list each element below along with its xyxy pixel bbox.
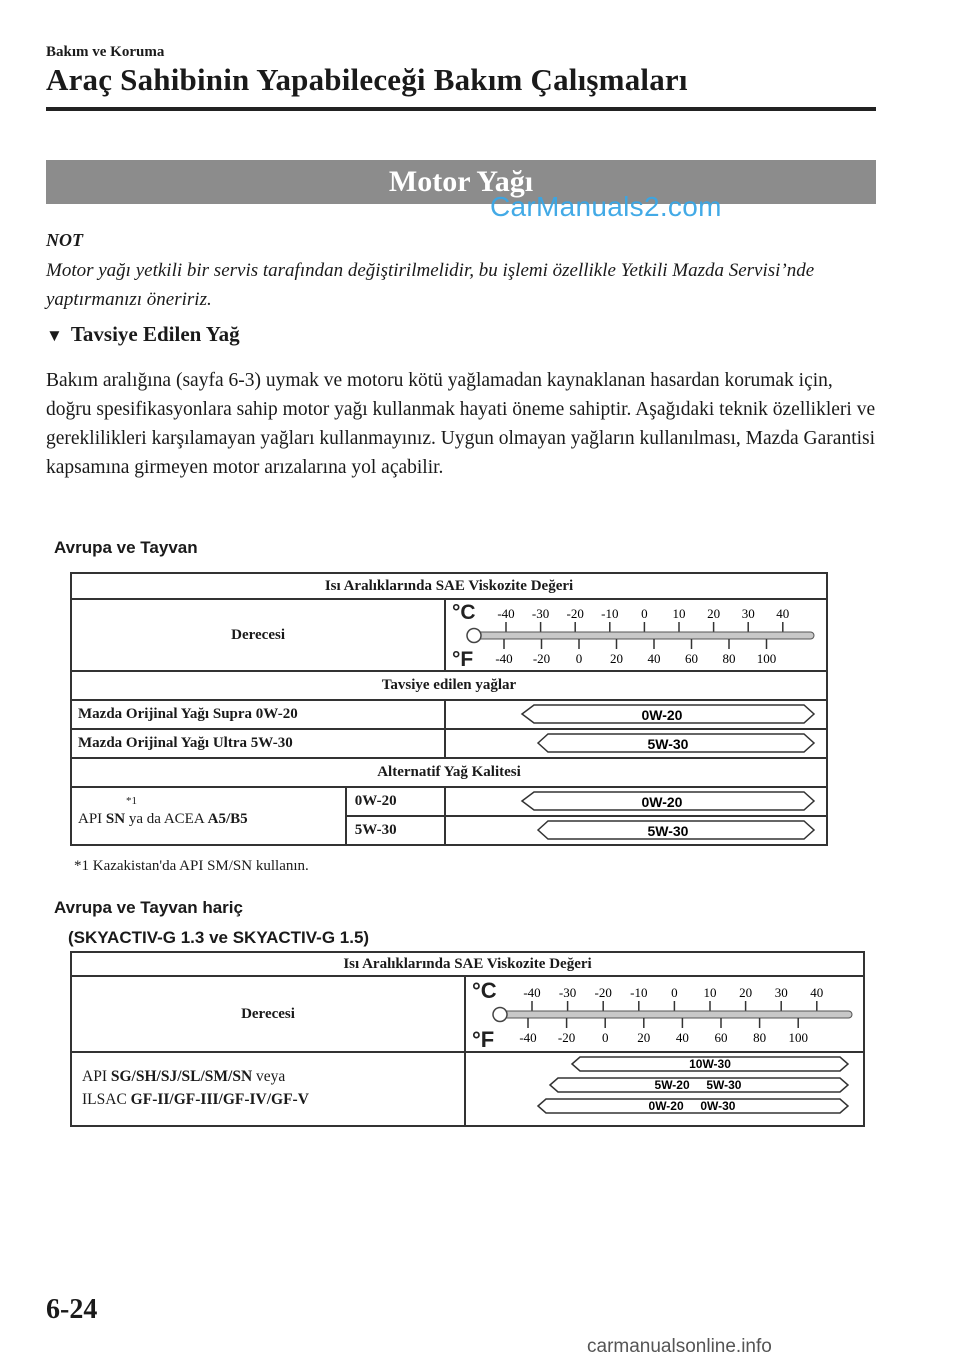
celsius-unit: °C bbox=[472, 978, 497, 1003]
thermometer-bar bbox=[474, 632, 814, 639]
celsius-tick-label: -40 bbox=[523, 985, 541, 1000]
table1-alt-bar-0-cell bbox=[445, 787, 827, 816]
celsius-tick-label: 30 bbox=[774, 985, 788, 1000]
fahrenheit-tick-label: 20 bbox=[637, 1030, 651, 1045]
celsius-tick-label: 20 bbox=[707, 606, 721, 621]
spec-api-prefix: API bbox=[82, 1068, 111, 1085]
table1-viscosity bbox=[70, 572, 828, 846]
topic-title: Motor Yağı bbox=[388, 165, 534, 198]
table2-spec bbox=[71, 1052, 465, 1126]
spec-api: SG/SH/SJ/SL/SM/SN bbox=[110, 1068, 253, 1085]
oil-range-bar bbox=[446, 730, 822, 757]
subsection-title: Tavsiye Edilen Yağ bbox=[70, 322, 240, 346]
thermometer-bulb bbox=[467, 629, 481, 643]
fahrenheit-tick-label: 100 bbox=[788, 1030, 808, 1045]
fahrenheit-tick-label: -20 bbox=[557, 1030, 576, 1045]
fahrenheit-ticks bbox=[519, 1018, 808, 1045]
table1-alt-grade-1: 5W-30 bbox=[346, 816, 445, 845]
table1-row-1-name: Mazda Orijinal Yağı Ultra 5W-30 bbox=[71, 729, 445, 758]
spec-ilsac: GF-II/GF-III/GF-IV/GF-V bbox=[130, 1091, 309, 1108]
table1-row-1-bar-cell bbox=[445, 729, 827, 758]
chapter-title: Araç Sahibinin Yapabileceği Bakım Çalışmaları bbox=[46, 62, 688, 97]
fahrenheit-tick-label: 20 bbox=[610, 651, 624, 666]
fahrenheit-ticks bbox=[495, 639, 776, 666]
subsection-heading bbox=[46, 322, 240, 347]
oil-range-bar bbox=[446, 788, 822, 815]
oil-range-label: 0W-20 bbox=[641, 794, 683, 810]
fahrenheit-tick-label: 60 bbox=[714, 1030, 728, 1045]
fahrenheit-tick-label: 40 bbox=[675, 1030, 689, 1045]
table1-recommended-header: Tavsiye edilen yağlar bbox=[71, 671, 827, 700]
oil-range-label: 5W-30 bbox=[647, 736, 689, 752]
celsius-ticks bbox=[497, 606, 789, 632]
celsius-tick-label: -20 bbox=[566, 606, 585, 621]
spec-api-suffix: veya bbox=[252, 1068, 286, 1085]
oil-range-bar bbox=[446, 817, 822, 844]
celsius-tick-label: 30 bbox=[741, 606, 755, 621]
celsius-tick-label: -30 bbox=[558, 985, 577, 1000]
celsius-tick-label: -30 bbox=[532, 606, 550, 621]
table1-degree-label: Derecesi bbox=[71, 599, 445, 671]
fahrenheit-unit: °F bbox=[452, 648, 474, 670]
alt-spec-acea: A5/B5 bbox=[207, 810, 248, 827]
table2-temperature-scale bbox=[465, 976, 864, 1052]
table2-caption: Avrupa ve Tayvan hariç bbox=[54, 898, 243, 917]
fahrenheit-tick-label: -20 bbox=[532, 651, 551, 666]
temperature-scale-2 bbox=[466, 977, 859, 1051]
table1-header: Isı Aralıklarında SAE Viskozite Değeri bbox=[71, 573, 827, 599]
footer-watermark[interactable]: carmanualsonline.info bbox=[587, 1336, 772, 1357]
fahrenheit-tick-label: 100 bbox=[756, 651, 777, 666]
topic-banner bbox=[46, 160, 876, 204]
triangle-marker-icon: ▼ bbox=[46, 326, 63, 345]
chapter-divider bbox=[46, 107, 876, 111]
fahrenheit-tick-label: 40 bbox=[647, 651, 661, 666]
celsius-tick-label: 40 bbox=[776, 606, 790, 621]
celsius-tick-label: 0 bbox=[671, 985, 678, 1000]
celsius-tick-label: -10 bbox=[601, 606, 619, 621]
note-label: NOT bbox=[46, 230, 83, 250]
fahrenheit-tick-label: -40 bbox=[495, 651, 513, 666]
oil-range-label: 5W-20 5W-30 bbox=[654, 1078, 742, 1092]
fahrenheit-tick-label: 0 bbox=[575, 651, 583, 666]
celsius-tick-label: -10 bbox=[630, 985, 648, 1000]
table2-degree-label: Derecesi bbox=[71, 976, 465, 1052]
celsius-tick-label: 20 bbox=[739, 985, 753, 1000]
oil-range-bars bbox=[466, 1053, 859, 1125]
footnote-ref: *1 bbox=[126, 794, 137, 807]
celsius-tick-label: 10 bbox=[672, 606, 686, 621]
oil-range-label: 0W-20 bbox=[641, 707, 683, 723]
alt-spec-mid: ya da ACEA bbox=[125, 810, 208, 827]
alt-spec-api: SN bbox=[105, 810, 126, 827]
fahrenheit-tick-label: 80 bbox=[753, 1030, 767, 1045]
table1-row-0-bar-cell bbox=[445, 700, 827, 729]
fahrenheit-tick-label: -40 bbox=[519, 1030, 537, 1045]
table1-alt-bar-1-cell bbox=[445, 816, 827, 845]
page-number: 6-24 bbox=[46, 1294, 98, 1325]
fahrenheit-tick-label: 60 bbox=[685, 651, 699, 666]
oil-range-bar bbox=[446, 701, 822, 728]
alt-spec-prefix: API bbox=[78, 810, 106, 827]
oil-range-label: 10W-30 bbox=[689, 1057, 731, 1071]
celsius-tick-label: 0 bbox=[641, 606, 648, 621]
table2-bars-cell bbox=[465, 1052, 864, 1126]
celsius-tick-label: -40 bbox=[497, 606, 515, 621]
table1-alt-grade-0: 0W-20 bbox=[346, 787, 445, 816]
celsius-tick-label: 10 bbox=[703, 985, 717, 1000]
fahrenheit-unit: °F bbox=[472, 1027, 495, 1051]
celsius-ticks bbox=[523, 985, 823, 1011]
note-text: Motor yağı yetkili bir servis tarafından değiştirilmelidir, bu işlemi özellikle Yetkili Mazda Servisi’nde yaptırmanızı öneririz. bbox=[46, 260, 815, 310]
table2-subcaption: (SKYACTIV-G 1.3 ve SKYACTIV-G 1.5) bbox=[68, 928, 370, 947]
footnote: *1 Kazakistan'da API SM/SN kullanın. bbox=[74, 858, 309, 874]
fahrenheit-tick-label: 0 bbox=[601, 1030, 609, 1045]
oil-range-label: 5W-30 bbox=[647, 823, 689, 839]
thermometer-bulb bbox=[493, 1008, 507, 1022]
spec-ilsac-prefix: ILSAC bbox=[82, 1091, 131, 1108]
celsius-unit: °C bbox=[452, 601, 476, 624]
fahrenheit-tick-label: 80 bbox=[722, 651, 736, 666]
table2-header: Isı Aralıklarında SAE Viskozite Değeri bbox=[71, 952, 864, 976]
body-paragraph: Bakım aralığına (sayfa 6-3) uymak ve motoru kötü yağlamadan kaynaklanan hasardan korumak için, doğru spesifikasyonlara sahip motor yağı kullanmak hayati öneme sahiptir. Aşağıdaki teknik özellikleri ve gereklilikleri karşılamayan yağları kullanmayınız. Uygun olmayan yağların kullanılması, Mazda Garantisi kapsamına girmeyen motor arızalarına yol açabilir. bbox=[46, 370, 876, 478]
temperature-scale-1 bbox=[446, 600, 822, 670]
oil-range-label: 0W-20 0W-30 bbox=[648, 1099, 736, 1113]
table1-caption: Avrupa ve Tayvan bbox=[54, 538, 198, 557]
watermark-link[interactable]: CarManuals2.com bbox=[490, 191, 722, 222]
celsius-tick-label: -20 bbox=[594, 985, 612, 1000]
table1-alt-spec bbox=[71, 787, 346, 845]
celsius-tick-label: 40 bbox=[810, 985, 824, 1000]
thermometer-bar bbox=[500, 1011, 852, 1018]
table1-alt-header: Alternatif Yağ Kalitesi bbox=[71, 758, 827, 787]
table1-row-0-name: Mazda Orijinal Yağı Supra 0W-20 bbox=[71, 700, 445, 729]
section-label: Bakım ve Koruma bbox=[46, 44, 165, 60]
table2-viscosity bbox=[70, 951, 865, 1127]
table1-temperature-scale bbox=[445, 599, 827, 671]
